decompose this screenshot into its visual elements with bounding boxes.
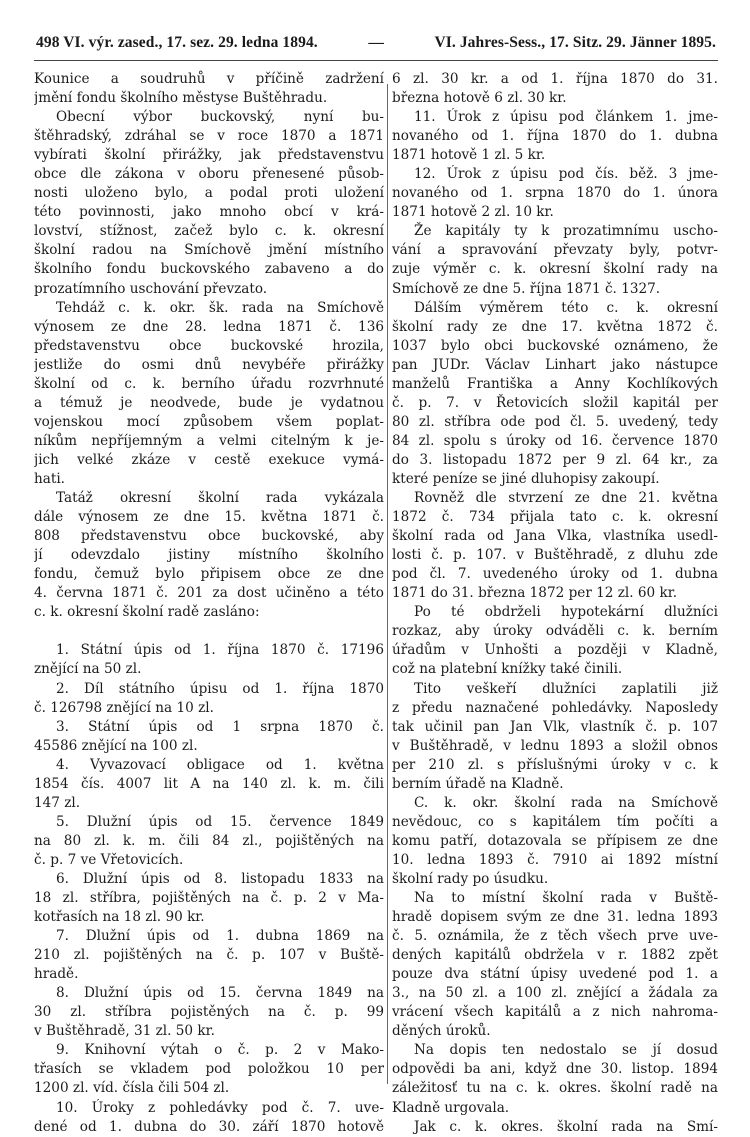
text-line: berním úřadě na Kladně. — [392, 775, 564, 792]
text-line: školní radou na Smíchově jmění místního — [34, 242, 384, 259]
text-line: Obecní výbor buckovský, nyní bu- — [56, 109, 384, 126]
text-line: Tito veškeří dlužníci zaplatili již — [414, 680, 718, 697]
text-line: nevědouc, co s kapitálem tím počíti a — [392, 813, 718, 830]
text-line: tak učinil pan Jan Vlk, vlastník č. p. 107 — [392, 718, 718, 735]
text-line: z předu naznačené pohledávky. Naposledy — [392, 699, 718, 716]
text-line: znějící na 50 zl. — [34, 661, 142, 678]
text-line: 1854 čís. 4007 lit A na 140 zl. k. m. čili — [34, 775, 384, 792]
text-line: jí odevzdalo jistiny místního školního — [34, 547, 384, 564]
text-line: Tehdáž c. k. okr. šk. rada na Smíchově — [56, 299, 384, 316]
text-line: 3., na 50 zl. a 100 zl. znějící a žádala za — [392, 985, 718, 1002]
blank-line — [34, 622, 384, 641]
text-line: č. 5. oznámila, že z těch všech prve uve- — [392, 928, 718, 945]
text-line: novaného od 1. října 1870 do 1. dubna — [392, 128, 718, 145]
text-line: C. k. okr. školní rada na Smíchově — [414, 794, 718, 811]
text-line: 7. Dlužní úpis od 1. dubna 1869 na — [56, 928, 384, 945]
text-line: na 80 zl. k. m. čili 84 zl., pojištěných na — [34, 832, 384, 849]
left-column — [34, 70, 384, 1137]
text-line: 1. Státní úpis od 1. října 1870 č. 17196 — [56, 642, 384, 659]
text-line: 6. Dlužní úpis od 8. listopadu 1833 na — [56, 870, 384, 887]
text-line: které peníze se jiné dluhopisy zakoupí. — [392, 470, 660, 487]
text-line: nosti uloženo bylo, a podal proti uložení — [34, 185, 384, 202]
text-line: vybírati školní přirážky, jak představenstvu — [34, 147, 384, 164]
text-line: v Buštěhradě, 31 zl. 50 kr. — [34, 1023, 215, 1040]
text-line: Kladně urgovala. — [392, 1099, 510, 1116]
right-column — [392, 70, 718, 1137]
text-line: této povinnosti, jako mnoho obcí v krá- — [34, 204, 384, 221]
text-line: 1871 hotově 1 zl. 5 kr. — [392, 147, 546, 164]
text-line: v Buštěhradě, v lednu 1893 a složil obnos — [392, 737, 718, 754]
text-line: 1871 do 31. března 1872 per 12 zl. 60 kr. — [392, 585, 678, 602]
text-line: Na to místní školní rada v Buště- — [414, 890, 718, 907]
text-line: štěhradský, zdráhal se v roce 1870 a 1871 — [34, 128, 384, 145]
text-line: třasích se vkladem pod položkou 10 per — [34, 1061, 384, 1078]
text-line: záležitosť tu na c. k. okres. školní radě na — [392, 1080, 718, 1097]
column-divider — [387, 84, 388, 1084]
header-right: VI. Jahres-Sess., 17. Sitz. 29. Jänner 1895. — [434, 34, 716, 51]
text-line: a témuž je neodvede, bude je vydatnou — [34, 394, 384, 411]
text-line: manželů Františka a Anny Kochlíkových — [392, 375, 718, 392]
text-line: obce dle zákona v oboru přenesené působ- — [34, 166, 384, 183]
text-line: Rovněž dle stvrzení ze dne 21. května — [414, 490, 718, 507]
text-line: 1872 č. 734 přijala tato c. k. okresní — [392, 509, 718, 526]
text-line: do 3. listopadu 1872 per 9 zl. 64 kr., za — [392, 451, 718, 468]
text-line: 80 zl. stříbra ode pod čl. 5. uvedený, tedy — [392, 413, 718, 430]
header-separator: — — [368, 34, 384, 51]
text-line: 10. Úroky z pohledávky pod č. 7. uve- — [56, 1099, 384, 1116]
text-line: školního fondu buckovského zabaveno a do — [34, 261, 384, 278]
text-line: hradě dopisem svým ze dne 31. ledna 1893 — [392, 909, 718, 926]
text-line: 1200 zl. víd. čísla čili 504 zl. — [34, 1080, 230, 1097]
text-line: Na dopis ten nedostalo se jí dosud — [414, 1042, 718, 1059]
text-line: 10. ledna 1893 č. 7910 ai 1892 místní — [392, 851, 718, 868]
text-line: března hotově 6 zl. 30 kr. — [392, 90, 567, 107]
text-line: 4. Vyvazovací obligace od 1. května — [56, 756, 384, 773]
text-line: jich velké zkáze v cestě exekuce vymá- — [34, 451, 384, 468]
text-line: odpovědi ba ani, když dne 30. listop. 1894 — [392, 1061, 718, 1078]
text-line: losti č. p. 107. v Buštěhradě, z dluhu zde — [392, 547, 718, 564]
text-line: pan JUDr. Václav Linhart jako nástupce — [392, 356, 718, 373]
text-line: vání a spravování převzaty byly, potvr- — [392, 242, 718, 259]
text-line: níkům nepříjemným a velmi citelným k je- — [34, 432, 384, 449]
text-line: 45586 znějící na 100 zl. — [34, 737, 198, 754]
text-line: kotřasích na 18 zl. 90 kr. — [34, 909, 205, 926]
text-line: 2. Díl státního úpisu od 1. října 1870 — [56, 680, 384, 697]
text-line: c. k. okresní školní radě zasláno: — [34, 604, 260, 621]
text-line: 9. Knihovní výtah o č. p. 2 v Mako- — [56, 1042, 384, 1059]
text-line: 210 zl. pojištěných na č. p. 107 v Buště- — [34, 947, 384, 964]
text-line: 84 zl. spolu s úroky od 16. července 1870 — [392, 432, 718, 449]
page-header — [36, 34, 716, 52]
text-line: Jak c. k. okres. školní rada na Smí- — [414, 1118, 718, 1135]
text-line: komu patří, dotazovala se přípisem ze dne — [392, 832, 718, 849]
text-line: Tatáž okresní školní rada vykázala — [56, 490, 384, 507]
header-rule — [34, 60, 718, 61]
text-line: školní rada od Jana Vlka, vlastníka usedl- — [392, 528, 718, 545]
text-line: jmění fondu školního městyse Buštěhradu. — [34, 90, 328, 107]
text-line: rozkaz, aby úroky odváděli c. k. berním — [392, 623, 718, 640]
text-line: vojenskou mocí způsobem všem poplat- — [34, 413, 384, 430]
text-line: per 210 zl. s příslušnými úroky v c. k — [392, 756, 718, 773]
text-line: představenstvu obce buckovské hrozila, — [34, 337, 384, 354]
text-line: úřadům v Unhošti a později v Kladně, — [392, 642, 718, 659]
text-line: č. p. 7 ve Vřetovicích. — [34, 851, 184, 868]
text-line: 30 zl. stříbra pojistěných na č. p. 99 — [34, 1004, 384, 1021]
text-line: 1037 bylo obci buckovské oznámeno, že — [392, 337, 718, 354]
text-line: 18 zl. stříbra, pojištěných na č. p. 2 v Ma- — [34, 890, 384, 907]
text-line: novaného od 1. srpna 1870 do 1. února — [392, 185, 718, 202]
text-line: jestliže do osmi dnů nevybéře přirážky — [34, 356, 384, 373]
text-line: děných úroků. — [392, 1023, 491, 1040]
text-line: 808 představenstvu obce buckovské, aby — [34, 528, 384, 545]
text-line: Smíchově ze dne 5. října 1871 č. 1327. — [392, 280, 661, 297]
text-line: 4. června 1871 č. 201 za dost učiněno a této — [34, 585, 384, 602]
text-line: zuje výměr c. k. okresní školní rady na — [392, 261, 718, 278]
text-line: pod čl. 7. uvedeného úroky od 1. dubna — [392, 566, 718, 583]
text-line: 6 zl. 30 kr. a od 1. října 1870 do 31. — [392, 71, 718, 87]
text-line: výnosem ze dne 28. ledna 1871 č. 136 — [34, 318, 384, 335]
text-line: lovství, stížnost, začež bylo c. k. okresní — [34, 223, 384, 240]
text-line: Dálším výměrem této c. k. okresní — [414, 299, 718, 316]
text-line: školní od c. k. berního úřadu rozvrhnuté — [34, 375, 384, 392]
text-line: dených kapitálů obdržela v r. 1882 zpět — [392, 947, 718, 964]
text-line: č. 126798 znějící na 10 zl. — [34, 699, 214, 716]
text-line: vrácení všech kapitálů a z nich nahroma- — [392, 1004, 718, 1021]
text-line: prozatímního uschování převzato. — [34, 280, 268, 297]
text-line: pouze dva státní úpisy uvedené pod 1. a — [392, 966, 718, 983]
text-line: dené od 1. dubna do 30. září 1870 hotově — [34, 1118, 384, 1135]
text-line: 147 zl. — [34, 794, 81, 811]
text-line: školní rady ze dne 17. května 1872 č. — [392, 318, 718, 335]
text-line: Kounice a soudruhů v příčině zadržení — [34, 71, 384, 87]
text-line: 1871 hotově 2 zl. 10 kr. — [392, 204, 554, 221]
text-line: Že kapitály ty k prozatimnímu uscho- — [414, 223, 718, 240]
text-line: 8. Dlužní úpis od 15. června 1849 na — [56, 985, 384, 1002]
text-line: 12. Úrok z úpisu pod čís. běž. 3 jme- — [414, 166, 718, 183]
text-line: č. p. 7. v Řetovicích složil kapitál per — [392, 394, 718, 411]
text-line: 11. Úrok z úpisu pod článkem 1. jme- — [414, 109, 718, 126]
text-line: Po té obdrželi hypotekární dlužníci — [414, 604, 718, 621]
text-line: 5. Dlužní úpis od 15. července 1849 — [56, 813, 384, 830]
text-line: dále výnosem ze dne 15. května 1871 č. — [34, 509, 384, 526]
text-line: což na platební knížky také činili. — [392, 661, 623, 678]
text-line: hati. — [34, 470, 65, 487]
header-left: 498 VI. výr. zased., 17. sez. 29. ledna 1894. — [36, 34, 318, 51]
text-line: hradě. — [34, 966, 79, 983]
text-line: školní rady po úsudku. — [392, 870, 549, 887]
text-line: 3. Státní úpis od 1 srpna 1870 č. — [56, 718, 384, 735]
text-line: fondu, čemuž bylo připisem obce ze dne — [34, 566, 384, 583]
